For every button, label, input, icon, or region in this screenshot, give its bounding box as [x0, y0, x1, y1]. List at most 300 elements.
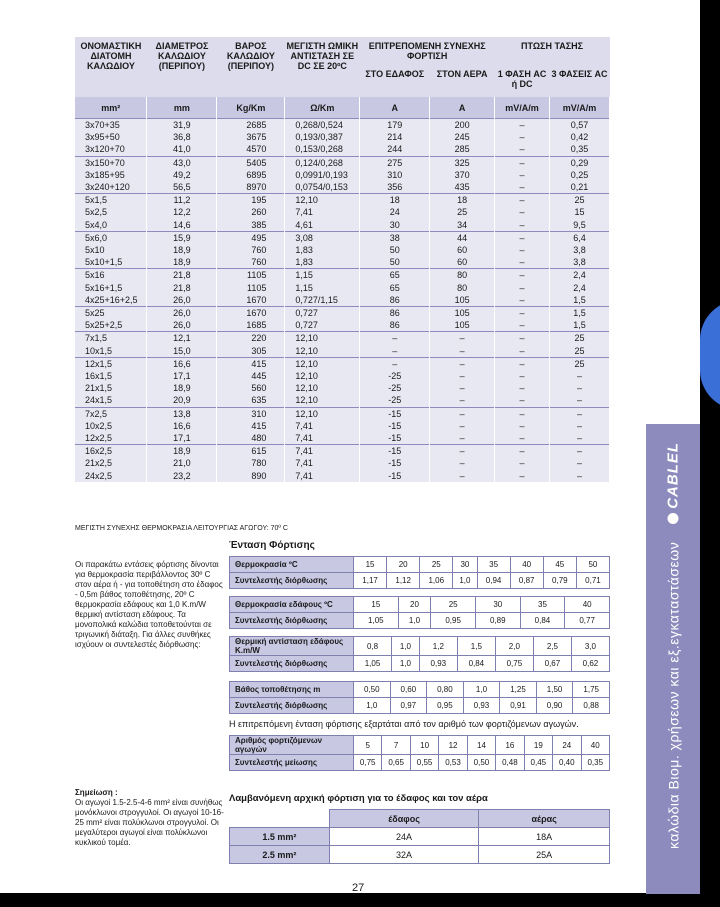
- table-cell: –: [550, 432, 610, 445]
- factor-label: Θερμοκρασία εδάφους ºC: [230, 597, 354, 613]
- table-row: [75, 382, 610, 394]
- table-cell: 615: [217, 445, 285, 458]
- corner-cell: [230, 810, 330, 828]
- table-cell: 16x2,5: [75, 445, 147, 458]
- factor-value: 40: [565, 597, 610, 613]
- note-title: Σημείωση :: [75, 788, 118, 797]
- factor-value: 35: [520, 597, 565, 613]
- factor-value: 30: [453, 557, 477, 573]
- table-row: [75, 445, 610, 458]
- factor-value: 0,45: [524, 755, 552, 771]
- depth-table: [229, 681, 610, 714]
- table-cell: –: [430, 407, 495, 420]
- table-cell: 2.5 mm²: [230, 846, 330, 864]
- table-cell: 385: [217, 219, 285, 232]
- table-cell: 34: [430, 219, 495, 232]
- table-cell: 2685: [217, 119, 285, 132]
- factor-value: 0,95: [427, 698, 464, 714]
- table-cell: 3x120+70: [75, 143, 147, 156]
- table-cell: 86: [360, 294, 430, 307]
- note-block: [75, 788, 225, 848]
- factor-value: 0,53: [439, 755, 467, 771]
- table-row: [75, 282, 610, 294]
- factor-label: Θερμική αντίσταση εδάφους K.m/W: [230, 637, 354, 656]
- table-cell: -15: [360, 470, 430, 482]
- table-cell: 25: [550, 345, 610, 358]
- factor-value: 0,50: [354, 682, 391, 698]
- factor-value: 0,90: [536, 698, 573, 714]
- factor-value: 0,84: [457, 656, 495, 672]
- table-cell: 25: [550, 357, 610, 370]
- table-cell: 105: [430, 319, 495, 332]
- table-cell: 21,0: [147, 457, 217, 469]
- table-row: [75, 244, 610, 256]
- table-cell: –: [495, 181, 550, 194]
- unit-cell: A: [360, 97, 430, 119]
- table-cell: 15: [550, 206, 610, 218]
- table-cell: 6895: [217, 169, 285, 181]
- table-cell: 21,8: [147, 269, 217, 282]
- unit-cell: Ω/Km: [285, 97, 360, 119]
- table-cell: –: [495, 244, 550, 256]
- table-cell: 200: [430, 119, 495, 132]
- table-cell: 445: [217, 370, 285, 382]
- factor-value: 1,0: [463, 682, 500, 698]
- unit-cell: A: [430, 97, 495, 119]
- factor-value: 0,89: [475, 613, 520, 629]
- factor-value: 0,95: [431, 613, 476, 629]
- factor-value: 45: [543, 557, 576, 573]
- table-cell: 0,0754/0,153: [285, 181, 360, 194]
- table-cell: –: [495, 119, 550, 132]
- bottom-title: Λαμβανόμενη αρχική φόρτιση για το έδαφος και τον αέρα: [229, 793, 488, 804]
- table-cell: 5x16: [75, 269, 147, 282]
- factor-value: 1,2: [419, 637, 457, 656]
- unit-cell: mV/A/m: [550, 97, 610, 119]
- table-cell: 41,0: [147, 143, 217, 156]
- factor-value: 0,67: [533, 656, 571, 672]
- table-cell: 26,0: [147, 307, 217, 320]
- table-cell: 17,1: [147, 370, 217, 382]
- table-row: [75, 345, 610, 358]
- table-cell: 7,41: [285, 432, 360, 445]
- table-cell: 2,4: [550, 282, 610, 294]
- table-row: [75, 156, 610, 169]
- table-cell: 5x4,0: [75, 219, 147, 232]
- factor-value: 2,5: [533, 637, 571, 656]
- table-row: [75, 169, 610, 181]
- table-cell: 7,41: [285, 420, 360, 432]
- table-row: [75, 231, 610, 244]
- table-cell: 560: [217, 382, 285, 394]
- factor-value: 0,75: [354, 755, 382, 771]
- table-cell: 49,2: [147, 169, 217, 181]
- table-row: [75, 206, 610, 218]
- table-cell: 415: [217, 357, 285, 370]
- table-cell: 80: [430, 282, 495, 294]
- table-cell: 18,9: [147, 445, 217, 458]
- table-cell: 0,727/1,15: [285, 294, 360, 307]
- table-cell: 3,08: [285, 231, 360, 244]
- table-cell: 12,10: [285, 382, 360, 394]
- table-row: [75, 407, 610, 420]
- table-cell: 1670: [217, 294, 285, 307]
- table-cell: 86: [360, 307, 430, 320]
- factor-value: 25: [420, 557, 453, 573]
- table-cell: –: [495, 269, 550, 282]
- col-header-resistance: ΜΕΓΙΣΤΗ ΩΜΙΚΗ ΑΝΤΙΣΤΑΣΗ ΣΕ DC ΣΕ 20ºC: [285, 37, 360, 97]
- table-cell: –: [430, 394, 495, 407]
- table-row: [75, 357, 610, 370]
- table-cell: 105: [430, 294, 495, 307]
- table-cell: 11,2: [147, 194, 217, 207]
- factor-value: 0,65: [382, 755, 410, 771]
- table-row: [75, 219, 610, 232]
- table-cell: 7,41: [285, 206, 360, 218]
- table-row: [75, 457, 610, 469]
- factor-value: 1,0: [354, 698, 391, 714]
- table-cell: 16x1,5: [75, 370, 147, 382]
- col-header-1phase: 1 ΦΑΣΗ AC ή DC: [495, 65, 550, 97]
- table-cell: 1,83: [285, 256, 360, 269]
- table-cell: 1,5: [550, 319, 610, 332]
- factor-label: Συντελεστής διόρθωσης: [230, 613, 354, 629]
- section-title: Ένταση Φόρτισης: [229, 540, 315, 551]
- table-cell: 760: [217, 256, 285, 269]
- table-row: [75, 131, 610, 143]
- table-cell: 310: [217, 407, 285, 420]
- table-cell: 38: [360, 231, 430, 244]
- table-cell: 25: [550, 332, 610, 345]
- table-cell: –: [495, 332, 550, 345]
- sidebar: [646, 424, 700, 894]
- table-cell: –: [360, 332, 430, 345]
- table-cell: 0,35: [550, 143, 610, 156]
- table-cell: 370: [430, 169, 495, 181]
- factor-label: Θερμοκρασία ºC: [230, 557, 354, 573]
- table-cell: 16,6: [147, 420, 217, 432]
- table-cell: –: [550, 420, 610, 432]
- table-cell: 3x150+70: [75, 156, 147, 169]
- table-cell: 214: [360, 131, 430, 143]
- table-cell: 415: [217, 420, 285, 432]
- factor-value: 1,50: [536, 682, 573, 698]
- table-cell: 12,2: [147, 206, 217, 218]
- table-row: [75, 420, 610, 432]
- table-cell: –: [495, 394, 550, 407]
- factor-value: 0,40: [553, 755, 581, 771]
- table-cell: 179: [360, 119, 430, 132]
- factor-value: 0,87: [510, 573, 543, 589]
- table-cell: 12,10: [285, 345, 360, 358]
- table-cell: 14,6: [147, 219, 217, 232]
- table-cell: –: [430, 457, 495, 469]
- table-cell: 16,6: [147, 357, 217, 370]
- table-cell: 5x1,5: [75, 194, 147, 207]
- table-cell: 12,1: [147, 332, 217, 345]
- factor-value: 15: [354, 557, 387, 573]
- table-cell: 60: [430, 244, 495, 256]
- table-cell: –: [430, 445, 495, 458]
- factor-value: 0,91: [500, 698, 537, 714]
- table-cell: 435: [430, 181, 495, 194]
- factor-value: 24: [553, 736, 581, 755]
- table-cell: -15: [360, 407, 430, 420]
- table-cell: 1670: [217, 307, 285, 320]
- factor-label: Συντελεστής διόρθωσης: [230, 698, 354, 714]
- table-cell: 220: [217, 332, 285, 345]
- table-cell: 12,10: [285, 394, 360, 407]
- table-cell: –: [430, 432, 495, 445]
- blue-edge-tab: [700, 300, 720, 410]
- factor-row: [230, 755, 610, 771]
- table-cell: –: [495, 131, 550, 143]
- table-cell: 21x1,5: [75, 382, 147, 394]
- brand-logo: [665, 442, 682, 524]
- table-row: [75, 470, 610, 482]
- factor-row: [230, 656, 610, 672]
- table-cell: -15: [360, 445, 430, 458]
- note-text: Οι αγωγοί 1.5-2.5-4-6 mm² είναι συνήθως μονόκλωνοι στρογγυλοί. Οι αγωγοί 10-16-25 mm² είναι πολύκλωνοι στρογγυλοί. Οι μεγαλύτεροι αγωγοί είναι πολύκλωνοι κυκλικού τομέα.: [75, 798, 224, 847]
- table-cell: 18,9: [147, 382, 217, 394]
- table-cell: –: [495, 206, 550, 218]
- table-cell: –: [550, 445, 610, 458]
- table-cell: –: [550, 407, 610, 420]
- table-cell: 890: [217, 470, 285, 482]
- col-header-diameter: ΔΙΑΜΕΤΡΟΣ ΚΑΛΩΔΙΟΥ (ΠΕΡΙΠΟΥ): [147, 37, 217, 97]
- table-cell: 260: [217, 206, 285, 218]
- factor-row: [230, 613, 610, 629]
- table-cell: -25: [360, 370, 430, 382]
- factor-value: 35: [477, 557, 510, 573]
- factor-value: 0,77: [565, 613, 610, 629]
- table-cell: 18,9: [147, 256, 217, 269]
- table-cell: 3x95+50: [75, 131, 147, 143]
- conductor-paragraph: Η επιτρεπόμενη ένταση φόρτισης εξαρτάται από τον αριθμό των φορτιζόμενων αγωγών.: [229, 719, 579, 729]
- table-cell: 0,727: [285, 319, 360, 332]
- table-cell: 0,42: [550, 131, 610, 143]
- factor-label: Αριθμός φορτιζόμενων αγωγών: [230, 736, 354, 755]
- factor-value: 1,5: [457, 637, 495, 656]
- factor-value: 0,35: [581, 755, 610, 771]
- table-cell: –: [360, 345, 430, 358]
- air-temp-table: [229, 556, 610, 589]
- table-cell: –: [495, 231, 550, 244]
- table-cell: –: [495, 357, 550, 370]
- table-cell: –: [495, 445, 550, 458]
- table-row: [75, 194, 610, 207]
- table-cell: –: [430, 470, 495, 482]
- table-cell: –: [495, 169, 550, 181]
- table-cell: –: [430, 332, 495, 345]
- factor-value: 1,05: [354, 613, 399, 629]
- table-cell: 12x2,5: [75, 432, 147, 445]
- table-cell: 495: [217, 231, 285, 244]
- table-cell: 1,5: [550, 307, 610, 320]
- unit-cell: mV/A/m: [495, 97, 550, 119]
- table-cell: 86: [360, 319, 430, 332]
- table-cell: 24x1,5: [75, 394, 147, 407]
- table-cell: –: [550, 457, 610, 469]
- table-cell: 3675: [217, 131, 285, 143]
- table-row: [75, 269, 610, 282]
- table-cell: 1.5 mm²: [230, 828, 330, 846]
- table-cell: 23,2: [147, 470, 217, 482]
- table-cell: 12,10: [285, 407, 360, 420]
- table-cell: 20,9: [147, 394, 217, 407]
- table-cell: 32A: [329, 846, 479, 864]
- table-cell: 0,193/0,387: [285, 131, 360, 143]
- table-cell: –: [495, 282, 550, 294]
- table-cell: –: [495, 156, 550, 169]
- table-cell: 26,0: [147, 294, 217, 307]
- factor-value: 0,71: [576, 573, 609, 589]
- table-cell: 5x16+1,5: [75, 282, 147, 294]
- factor-value: 0,94: [477, 573, 510, 589]
- factor-value: 25: [431, 597, 476, 613]
- table-row: [75, 294, 610, 307]
- soil-temp-table: [229, 596, 610, 629]
- table-cell: 195: [217, 194, 285, 207]
- table-cell: 244: [360, 143, 430, 156]
- factor-value: 50: [576, 557, 609, 573]
- factor-value: 1,0: [398, 613, 431, 629]
- table-cell: 7,41: [285, 470, 360, 482]
- table-cell: –: [495, 407, 550, 420]
- factor-value: 15: [354, 597, 399, 613]
- factor-row: [230, 682, 610, 698]
- factor-value: 2,0: [495, 637, 533, 656]
- table-cell: 3,8: [550, 244, 610, 256]
- factor-value: 0,93: [463, 698, 500, 714]
- factor-value: 1,75: [573, 682, 610, 698]
- table-cell: 26,0: [147, 319, 217, 332]
- table-cell: 12,10: [285, 194, 360, 207]
- header-air: αέρας: [479, 810, 610, 828]
- factor-value: 1,0: [453, 573, 477, 589]
- factor-value: 0,48: [496, 755, 524, 771]
- factor-row: [230, 597, 610, 613]
- table-cell: 310: [360, 169, 430, 181]
- table-row: [230, 828, 610, 846]
- table-cell: 12,10: [285, 332, 360, 345]
- factor-value: 0,79: [543, 573, 576, 589]
- factor-row: [230, 736, 610, 755]
- logo-dot-icon: [668, 513, 679, 524]
- factor-value: 0,93: [419, 656, 457, 672]
- table-cell: 285: [430, 143, 495, 156]
- table-cell: –: [550, 394, 610, 407]
- factor-value: 1,06: [420, 573, 453, 589]
- table-cell: 18: [360, 194, 430, 207]
- table-cell: 36,8: [147, 131, 217, 143]
- table-cell: 18: [430, 194, 495, 207]
- table-cell: 80: [430, 269, 495, 282]
- table-row: [75, 432, 610, 445]
- table-cell: 43,0: [147, 156, 217, 169]
- table-cell: 31,9: [147, 119, 217, 132]
- table-cell: 4570: [217, 143, 285, 156]
- table-cell: 275: [360, 156, 430, 169]
- table-row: [75, 394, 610, 407]
- col-header-soil: ΣΤΟ ΕΔΑΦΟΣ: [360, 65, 430, 97]
- factor-value: 0,97: [390, 698, 427, 714]
- table-cell: –: [495, 319, 550, 332]
- table-cell: 0,21: [550, 181, 610, 194]
- table-cell: –: [495, 432, 550, 445]
- table-cell: 0,727: [285, 307, 360, 320]
- factor-value: 7: [382, 736, 410, 755]
- factor-row: [230, 557, 610, 573]
- table-cell: 8970: [217, 181, 285, 194]
- table-cell: 7x1,5: [75, 332, 147, 345]
- factor-value: 14: [467, 736, 495, 755]
- factor-row: [230, 573, 610, 589]
- sidebar-text: καλώδια Βιομ. χρήσεων και εξ.εγκαταστάσεων: [665, 541, 681, 849]
- factor-value: 5: [354, 736, 382, 755]
- factor-value: 0,80: [427, 682, 464, 698]
- table-cell: –: [430, 382, 495, 394]
- table-cell: 1105: [217, 282, 285, 294]
- table-cell: –: [495, 294, 550, 307]
- temp-note: ΜΕΓΙΣΤΗ ΣΥΝΕΧΗΣ ΘΕΡΜΟΚΡΑΣΙΑ ΛΕΙΤΟΥΡΓΙΑΣ ΑΓΩΓΟΥ: 70º C: [75, 525, 288, 532]
- factor-value: 0,55: [410, 755, 438, 771]
- table-cell: 0,29: [550, 156, 610, 169]
- thermal-resistance-table: [229, 636, 610, 672]
- table-cell: 65: [360, 282, 430, 294]
- factor-value: 0,84: [520, 613, 565, 629]
- table-cell: 780: [217, 457, 285, 469]
- table-cell: 3,8: [550, 256, 610, 269]
- table-cell: 3x240+120: [75, 181, 147, 194]
- factor-value: 20: [398, 597, 431, 613]
- unit-cell: Kg/Km: [217, 97, 285, 119]
- table-cell: 0,57: [550, 119, 610, 132]
- brand-name: CABLEL: [664, 441, 682, 509]
- table-cell: –: [550, 370, 610, 382]
- table-row: [230, 846, 610, 864]
- table-cell: 325: [430, 156, 495, 169]
- table-cell: 1,15: [285, 269, 360, 282]
- header-soil: έδαφος: [329, 810, 479, 828]
- factor-value: 1,0: [392, 656, 420, 672]
- factor-value: 40: [510, 557, 543, 573]
- table-cell: -15: [360, 420, 430, 432]
- table-cell: 17,1: [147, 432, 217, 445]
- table-row: [75, 332, 610, 345]
- factor-value: 3,0: [571, 637, 609, 656]
- col-header-voltage-drop: ΠΤΩΣΗ ΤΑΣΗΣ: [495, 37, 610, 65]
- table-cell: 18,9: [147, 244, 217, 256]
- table-cell: 105: [430, 307, 495, 320]
- table-cell: 18A: [479, 828, 610, 846]
- table-cell: 5x25: [75, 307, 147, 320]
- table-cell: 356: [360, 181, 430, 194]
- factor-value: 30: [475, 597, 520, 613]
- table-cell: 3x185+95: [75, 169, 147, 181]
- table-cell: 56,5: [147, 181, 217, 194]
- table-cell: 25: [430, 206, 495, 218]
- factor-value: 16: [496, 736, 524, 755]
- col-header-3phase: 3 ΦΑΣΕΙΣ AC: [550, 65, 610, 97]
- factor-label: Συντελεστής διόρθωσης: [230, 573, 354, 589]
- table-cell: –: [495, 470, 550, 482]
- table-cell: 21x2,5: [75, 457, 147, 469]
- table-cell: 15,9: [147, 231, 217, 244]
- table-cell: -25: [360, 394, 430, 407]
- table-cell: –: [550, 470, 610, 482]
- unit-cell: mm²: [75, 97, 147, 119]
